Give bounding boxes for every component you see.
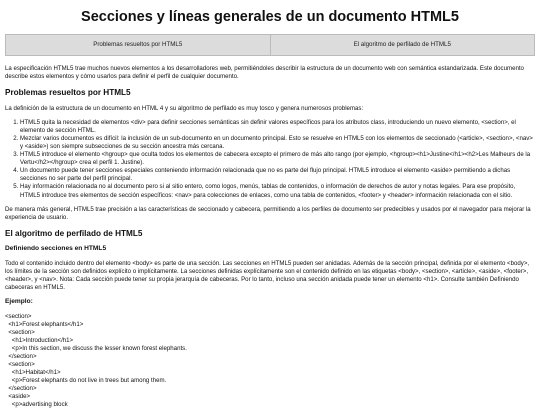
section-heading-problemas: Problemas resueltos por HTML5 <box>5 88 131 98</box>
list-item: 5. Hay información relacionada no al documento pero si al sitio entero, como logos, menús, tablas de contenidos, o información de derechos de autor y notas legales. Para ese propósito, HTML5 introduce tres elementos de sección específicos: <nav> para colecciones de enlaces, como una tabla de contenidos, <footer> y <header> información relacionada con el sitio. <box>20 183 535 199</box>
code-line: <h1>Habitat</h1> <box>5 369 61 377</box>
code-line: <p>Forest elephants do not live in trees but among them. <box>5 377 167 385</box>
section-lead: La definición de la estructura de un documento en HTML 4 y su algoritmo de perfilado es muy tosco y genera numerosos problemas: <box>5 105 364 113</box>
page-title: Secciones y líneas generales de un documento HTML5 <box>81 9 459 25</box>
code-line: </section> <box>5 385 37 393</box>
intro-paragraph: La especificación HTML5 trae muchos nuevos elementos a los desarrolladores web, permitiéndoles describir la estructura de un documento web con semántica estandarizada. Este documento describe estos elementos y cómo usarlos para definir el perfil de cualquier documento. <box>5 65 524 81</box>
code-line: <section> <box>5 329 35 337</box>
problems-list <box>5 119 535 199</box>
code-line: </section> <box>5 353 37 361</box>
definiendo-paragraph: Todo el contenido incluido dentro del elemento <body> es parte de una sección. Las secciones en HTML5 pueden ser anidadas. Además de la sección principal, definida por el elemento <body>, los límites de la sección son definidos explícito o implícitamente. La secciones definidas explícitamente son el contenido definido en las etiquetas <body>, <section>, <article>, <aside>, <footer>, <header>, y <nav>. Nota: Cada sección puede tener su propia jerarquía de cabeceras. Por lo tanto, incluso una sección anidada puede tener un elemento <h1>. Consulte también Definiendo cabeceras en HTML5. <box>5 260 530 292</box>
code-line: <p>advertising block <box>5 401 68 409</box>
code-example <box>5 313 535 409</box>
nav-link-algoritmo[interactable]: El algoritmo de perfilado de HTML5 <box>353 41 451 49</box>
code-line: <aside> <box>5 393 31 401</box>
section-heading-algoritmo: El algoritmo de perfilado de HTML5 <box>5 228 143 238</box>
page <box>0 8 540 409</box>
code-line: <section> <box>5 361 35 369</box>
code-line: <section> <box>5 312 32 320</box>
subheading-definiendo: Definiendo secciones en HTML5 <box>5 245 107 253</box>
nav-link-problemas[interactable]: Problemas resueltos por HTML5 <box>6 35 271 55</box>
section-nav <box>5 34 535 56</box>
code-line: <h1>Forest elephants</h1> <box>5 321 84 328</box>
example-label: Ejemplo: <box>5 298 33 306</box>
code-line: <h1>Introduction</h1> <box>5 337 74 345</box>
list-item: 3. HTML5 introduce el elemento <hgroup> que oculta todos los elementos de cabecera excepto el primero de más alto rango (por ejemplo, <hgroup><h1>Justine</h1><h2>Les Malheurs de la Vertu</h2></hgroup> crea el perfil 1. Justine). <box>20 151 535 167</box>
closing-paragraph: De manera más general, HTML5 trae precisión a las características de seccionado y cabecera, permitiendo a los perfiles de documento ser predecibles y usados por el navegador para mejorar la experiencia de usuario. <box>5 205 531 221</box>
list-item: 4. Un documento puede tener secciones especiales conteniendo información relacionada que no es parte del flujo principal. HTML5 introduce el elemento <aside> permitiendo a dichas secciones no ser parte del perfil principal. <box>20 167 535 183</box>
list-item: 1. HTML5 quita la necesidad de elementos <div> para definir secciones semánticas sin definir valores específicos para los atributos class, introduciendo un nuevo elemento, <section>, el elemento de sección HTML. <box>20 119 535 135</box>
list-item: 2. Mezclar varios documentos es difícil: la inclusión de un sub-documento en un documento principal. Esto se resuelve en HTML5 con los elementos de seccionado (<article>, <section>, <nav> y <aside>) son siempre subsecciones de su sección ancestra más cercana. <box>20 135 535 151</box>
code-line: <p>In this section, we discuss the lesser known forest elephants. <box>5 345 187 353</box>
